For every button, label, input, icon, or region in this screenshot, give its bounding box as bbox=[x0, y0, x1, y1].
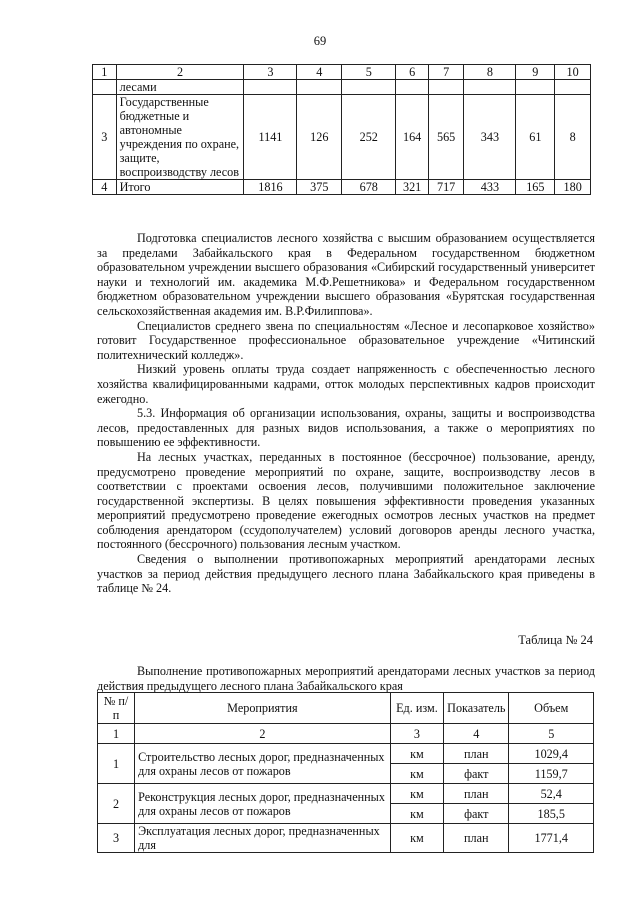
table-cell bbox=[93, 80, 117, 95]
table-row bbox=[98, 744, 594, 764]
indicator-cell: план bbox=[444, 744, 509, 764]
col-number: 8 bbox=[464, 65, 516, 80]
table-cell: 433 bbox=[464, 180, 516, 195]
table-cell bbox=[342, 80, 396, 95]
unit-cell: км bbox=[390, 764, 443, 784]
col-number: 6 bbox=[396, 65, 428, 80]
table-cell: 180 bbox=[555, 180, 591, 195]
table-cell: 61 bbox=[516, 95, 555, 180]
table-cell: лесами bbox=[116, 80, 244, 95]
header-activity: Мероприятия bbox=[135, 693, 391, 724]
table-cell: 717 bbox=[428, 180, 464, 195]
header-indicator: Показатель bbox=[444, 693, 509, 724]
volume-cell: 52,4 bbox=[509, 784, 594, 804]
table-row bbox=[93, 80, 591, 95]
forestry-staff-table bbox=[92, 64, 591, 195]
volume-cell: 1771,4 bbox=[509, 824, 594, 853]
table-cell: 165 bbox=[516, 180, 555, 195]
table-cell: 565 bbox=[428, 95, 464, 180]
indicator-cell: план bbox=[444, 784, 509, 804]
volume-cell: 1029,4 bbox=[509, 744, 594, 764]
table-title: Выполнение противопожарных мероприятий арендаторами лесных участков за период действия предыдущего лесного плана Забайкальского края bbox=[97, 664, 595, 693]
table-row bbox=[93, 180, 591, 195]
activity-cell: Эксплуатация лесных дорог, предназначенных для bbox=[135, 824, 391, 853]
table-cell: 375 bbox=[297, 180, 342, 195]
table-cell: 1141 bbox=[244, 95, 297, 180]
table-caption: Таблица № 24 bbox=[518, 633, 593, 647]
table-row bbox=[98, 824, 594, 853]
table-cell: 126 bbox=[297, 95, 342, 180]
col-number: 9 bbox=[516, 65, 555, 80]
table-cell bbox=[555, 80, 591, 95]
table-cell: 252 bbox=[342, 95, 396, 180]
indicator-cell: факт bbox=[444, 764, 509, 784]
unit-cell: км bbox=[390, 804, 443, 824]
col-number: 1 bbox=[93, 65, 117, 80]
table-cell bbox=[464, 80, 516, 95]
col-number: 2 bbox=[116, 65, 244, 80]
table-cell: 164 bbox=[396, 95, 428, 180]
paragraph: Специалистов среднего звена по специальностям «Лесное и лесопарковое хозяйство» готовит Государственное профессиональное образовательное учреждение «Читинский политехнический колледж». bbox=[97, 318, 595, 362]
fire-prevention-table bbox=[97, 692, 594, 853]
col-number: 5 bbox=[509, 724, 594, 744]
paragraph: На лесных участках, переданных в постоянное (бессрочное) пользование, аренду, предусмотрено проведение мероприятий по охране, защите, воспроизводству лесов в соответствии с проектами освоения лесов, получившими положительное заключение государственной экспертизы. В целях повышения эффективности проведения указанных мероприятий предусмотрено проведение ежегодных осмотров лесных участков на предмет соблюдения арендатором (ссудополучателем) условий договоров аренды лесного участка, постоянного (бессрочного) пользования лесным участком. bbox=[97, 449, 595, 552]
col-number: 10 bbox=[555, 65, 591, 80]
paragraph: Подготовка специалистов лесного хозяйства с высшим образованием осуществляется за пределами Забайкальского края в Федеральном государственном бюджетном образовательном учреждении высшего образования «Сибирский государственный университет науки и технологий им. академика М.Ф.Решетникова» и Федеральном государственном бюджетном образовательном учреждении высшего образования «Бурятская государственная сельскохозяйственная академия им. В.Р.Филиппова». bbox=[97, 231, 595, 318]
unit-cell: км bbox=[390, 824, 443, 853]
table-header-row bbox=[98, 693, 594, 724]
header-unit: Ед. изм. bbox=[390, 693, 443, 724]
col-number: 3 bbox=[390, 724, 443, 744]
table-cell: Государственные бюджетные и автономные учреждения по охране, защите, воспроизводству лесов bbox=[116, 95, 244, 180]
body-text bbox=[97, 231, 595, 596]
indicator-cell: факт bbox=[444, 804, 509, 824]
page-number: 69 bbox=[313, 34, 327, 48]
col-number: 3 bbox=[244, 65, 297, 80]
unit-cell: км bbox=[390, 784, 443, 804]
col-number: 2 bbox=[135, 724, 391, 744]
table-row bbox=[93, 95, 591, 180]
row-number: 1 bbox=[98, 744, 135, 784]
header-num: № п/п bbox=[98, 693, 135, 724]
col-number: 7 bbox=[428, 65, 464, 80]
table-cell: 4 bbox=[93, 180, 117, 195]
table-cell: 1816 bbox=[244, 180, 297, 195]
activity-cell: Реконструкция лесных дорог, предназначенных для охраны лесов от пожаров bbox=[135, 784, 391, 824]
volume-cell: 185,5 bbox=[509, 804, 594, 824]
row-number: 2 bbox=[98, 784, 135, 824]
col-number: 1 bbox=[98, 724, 135, 744]
unit-cell: км bbox=[390, 744, 443, 764]
paragraph: Сведения о выполнении противопожарных мероприятий арендаторами лесных участков за период действия предыдущего лесного плана Забайкальского края приведены в таблице № 24. bbox=[97, 552, 595, 596]
table-cell: 321 bbox=[396, 180, 428, 195]
table-cell bbox=[396, 80, 428, 95]
section-heading: 5.3. Информация об организации использования, охраны, защиты и воспроизводства лесов, предоставленных для разных видов использования, а также о мероприятиях по повышению ее эффективности. bbox=[97, 406, 595, 450]
table-cell: 3 bbox=[93, 95, 117, 180]
table-cell bbox=[516, 80, 555, 95]
volume-cell: 1159,7 bbox=[509, 764, 594, 784]
table-cell: 343 bbox=[464, 95, 516, 180]
col-number: 4 bbox=[297, 65, 342, 80]
paragraph: Низкий уровень оплаты труда создает напряженность с обеспеченностью лесного хозяйства квалифицированными кадрами, отток молодых перспективных кадров происходит ежегодно. bbox=[97, 362, 595, 406]
table-row bbox=[98, 784, 594, 804]
table-cell bbox=[244, 80, 297, 95]
table-header-row bbox=[93, 65, 591, 80]
activity-cell: Строительство лесных дорог, предназначенных для охраны лесов от пожаров bbox=[135, 744, 391, 784]
header-volume: Объем bbox=[509, 693, 594, 724]
table-cell bbox=[428, 80, 464, 95]
table-cell: 678 bbox=[342, 180, 396, 195]
indicator-cell: план bbox=[444, 824, 509, 853]
col-number: 4 bbox=[444, 724, 509, 744]
table-cell: 8 bbox=[555, 95, 591, 180]
col-number: 5 bbox=[342, 65, 396, 80]
table-cell bbox=[297, 80, 342, 95]
table-cell: Итого bbox=[116, 180, 244, 195]
column-number-row bbox=[98, 724, 594, 744]
row-number: 3 bbox=[98, 824, 135, 853]
